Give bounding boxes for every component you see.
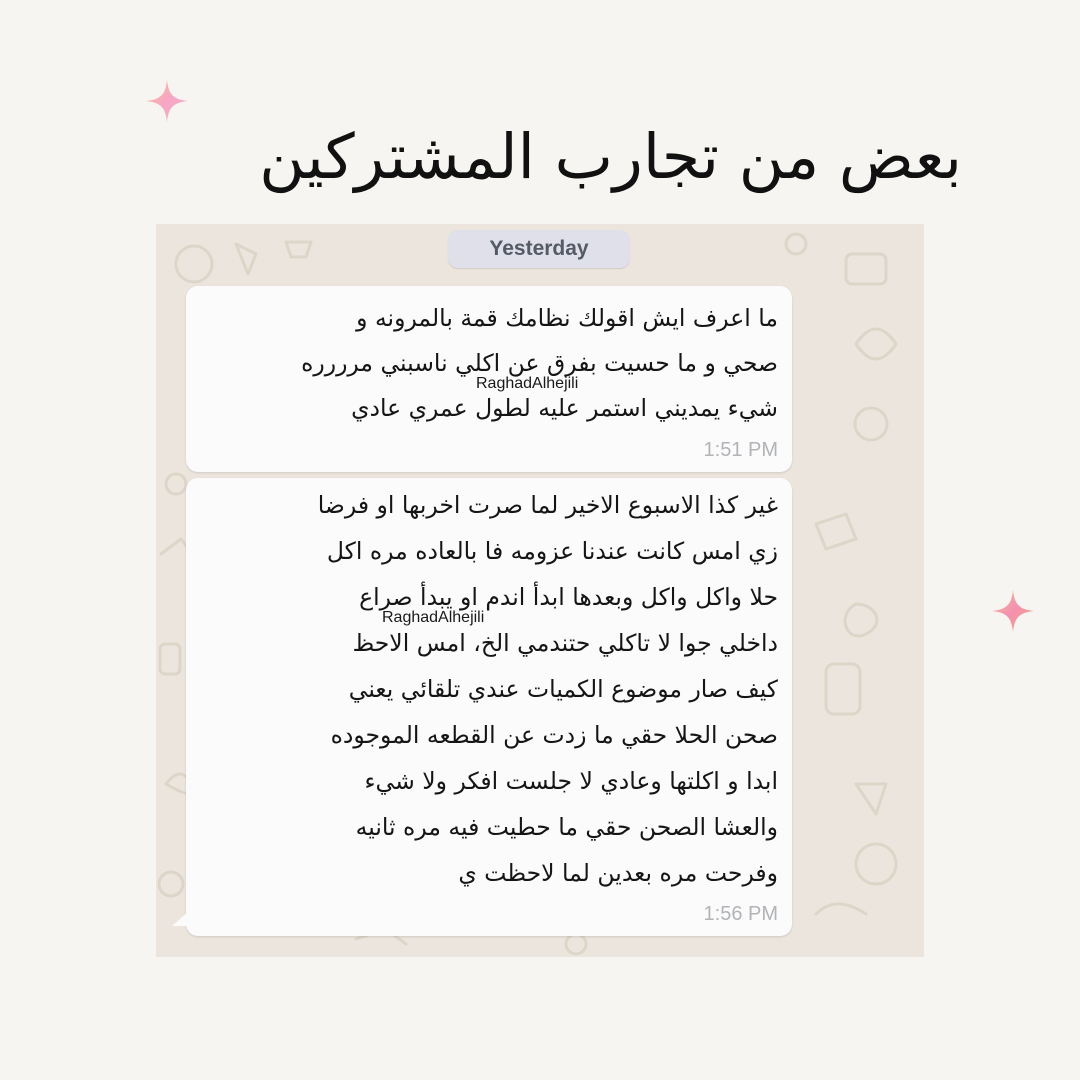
sparkle-icon xyxy=(146,80,188,122)
watermark-text: RaghadAlhejili xyxy=(382,609,485,626)
watermark-text: RaghadAlhejili xyxy=(476,375,579,392)
message-line: كيف صار موضوع الكميات عندي تلقائي يعني xyxy=(348,675,778,703)
message-line: ما اعرف ايش اقولك نظامك قمة بالمرونه و xyxy=(356,304,778,332)
page-title: بعض من تجارب المشتركين xyxy=(259,119,962,193)
message-line: صحي و ما حسيت بفرق عن اكلي ناسبني مرررره xyxy=(301,349,778,377)
message-line: ابدا و اكلتها وعادي لا جلست افكر ولا شيء xyxy=(364,767,778,795)
message-text xyxy=(318,482,778,896)
message-line: شيء يمديني استمر عليه لطول عمري عادي xyxy=(351,394,778,422)
message-time: 1:51 PM xyxy=(703,439,778,461)
sparkle-icon xyxy=(992,590,1034,632)
message-line: حلا واكل واكل وبعدها ابدأ اندم او يبدأ صراع xyxy=(359,583,778,611)
message-line: زي امس كانت عندنا عزومه فا بالعاده مره اكل xyxy=(326,537,778,565)
message-bubble xyxy=(186,478,792,936)
message-line: غير كذا الاسبوع الاخير لما صرت اخربها او فرضا xyxy=(317,491,778,519)
message-line: صحن الحلا حقي ما زدت عن القطعه الموجوده xyxy=(330,721,778,749)
message-line: والعشا الصحن حقي ما حطيت فيه مره ثانيه xyxy=(355,813,778,841)
message-line: داخلي جوا لا تاكلي حتندمي الخ، امس الاحظ xyxy=(352,629,778,657)
message-line: وفرحت مره بعدين لما لاحظت ي xyxy=(458,859,778,887)
bubble-tail xyxy=(172,912,188,926)
message-text xyxy=(301,296,778,431)
date-divider: Yesterday xyxy=(448,230,630,268)
message-time: 1:56 PM xyxy=(703,903,778,925)
chat-screenshot xyxy=(156,224,924,957)
